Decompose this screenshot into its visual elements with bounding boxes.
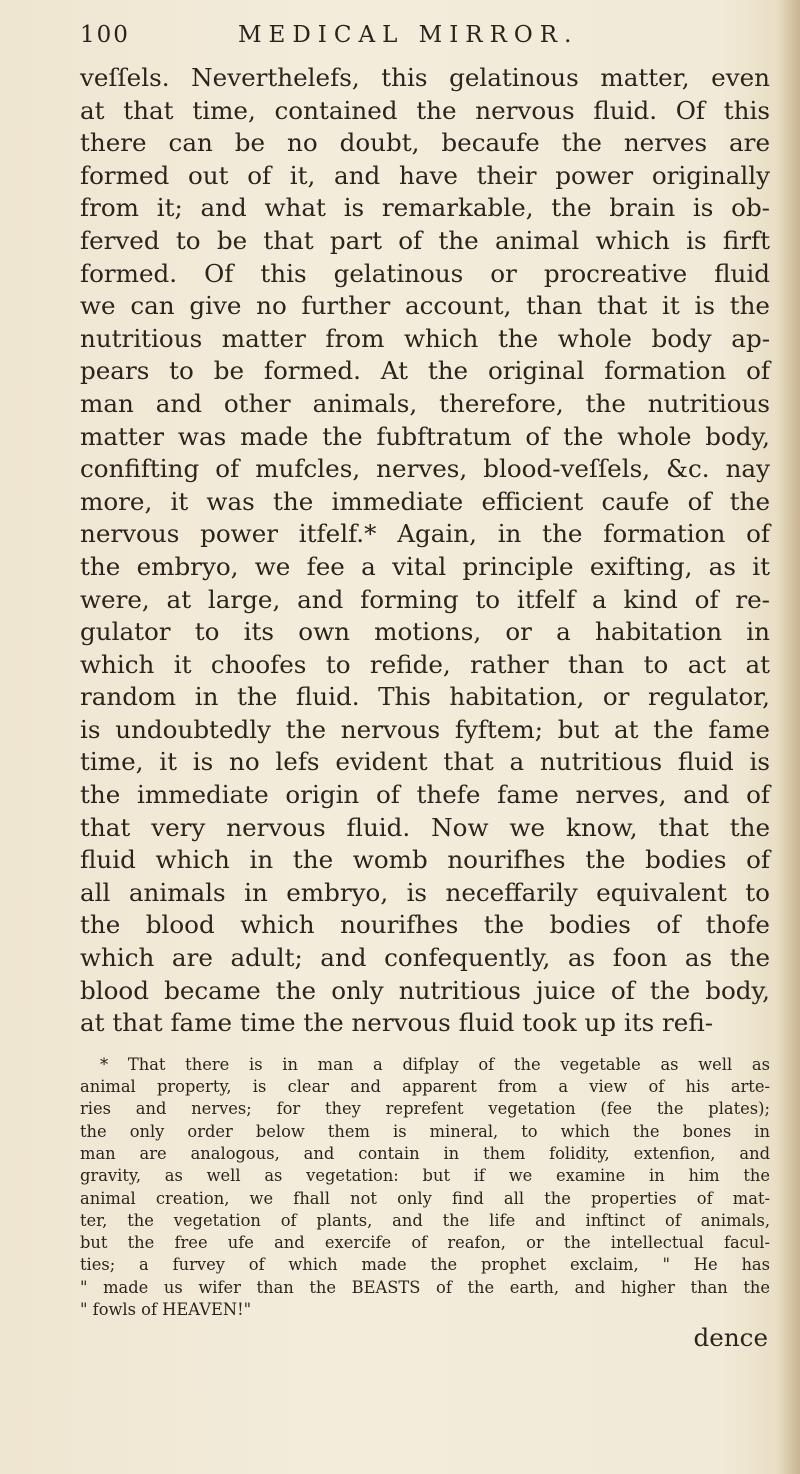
footnote-line: animal creation, we fhall not only find all the properties of mat- — [80, 1188, 770, 1208]
text-line: is undoubtedly the nervous fyftem; but at the fame — [80, 714, 770, 744]
text-line: pears to be formed. At the original formation of — [80, 356, 770, 386]
text-line: man and other animals, therefore, the nutritious — [80, 388, 770, 418]
text-line: the blood which nourifhes the bodies of thofe — [80, 910, 770, 940]
text-line: we can give no further account, than that it is the — [80, 291, 770, 321]
text-line: confifting of mufcles, nerves, blood-veſſels, &c. nay — [80, 454, 770, 484]
text-line: there can be no doubt, becaufe the nerves are — [80, 128, 770, 158]
text-line: blood became the only nutritious juice of the body, — [80, 975, 770, 1005]
footnote-line: " made us wifer than the BEASTS of the earth, and higher than the — [80, 1277, 770, 1297]
footnote — [80, 1054, 770, 1322]
text-line: at that fame time the nervous fluid took up its refi- — [80, 1008, 714, 1038]
footnote-line: gravity, as well as vegetation: but if we examine in him the — [80, 1166, 770, 1186]
footnote-line: ries and nerves; for they reprefent vegetation (fee the plates); — [80, 1099, 770, 1119]
running-head — [80, 22, 770, 58]
text-line: which are adult; and confequently, as foon as the — [80, 943, 770, 973]
text-line: that very nervous fluid. Now we know, that the — [80, 812, 770, 842]
running-title: MEDICAL MIRROR. — [238, 22, 579, 48]
text-line: ferved to be that part of the animal which is firft — [80, 225, 770, 255]
text-line: formed. Of this gelatinous or procreative fluid — [80, 258, 770, 288]
text-line: gulator to its own motions, or a habitation in — [80, 617, 770, 647]
text-line: fluid which in the womb nourifhes the bodies of — [80, 845, 770, 875]
text-line: nutritious matter from which the whole body ap- — [80, 323, 770, 353]
text-line: all animals in embryo, is neceffarily equivalent to — [80, 877, 770, 907]
catchword: dence — [693, 1323, 768, 1353]
text-line: nervous power itfelf.* Again, in the formation of — [80, 519, 770, 549]
text-line: veſſels. Neverthelefs, this gelatinous matter, even — [80, 63, 770, 92]
text-line: the embryo, we fee a vital principle exifting, as it — [80, 551, 770, 581]
text-line: time, it is no lefs evident that a nutritious fluid is — [80, 747, 770, 777]
text-line: more, it was the immediate efficient caufe of the — [80, 486, 770, 516]
text-line: at that time, contained the nervous fluid. Of this — [80, 95, 770, 125]
footnote-line: but the free ufe and exercife of reafon, or the intellectual facul- — [80, 1233, 770, 1253]
text-line: the immediate origin of thefe fame nerves, and of — [80, 780, 770, 810]
page-edge-shadow — [778, 0, 800, 1474]
text-line: formed out of it, and have their power originally — [80, 160, 770, 190]
footnote-line: man are analogous, and contain in them folidity, extenfion, and — [80, 1144, 770, 1163]
text-line: random in the fluid. This habitation, or regulator, — [80, 682, 770, 712]
page-number: 100 — [80, 22, 130, 48]
footnote-line: " fowls of HEAVEN!" — [80, 1300, 252, 1320]
footnote-line: ties; a furvey of which made the prophet exclaim, " He has — [80, 1255, 770, 1275]
text-line: matter was made the fubftratum of the whole body, — [80, 421, 770, 451]
footnote-line: the only order below them is mineral, to which the bones in — [80, 1121, 770, 1141]
footnote-line: ter, the vegetation of plants, and the life and inftinct of animals, — [80, 1210, 770, 1230]
text-line: which it choofes to refide, rather than to act at — [80, 649, 770, 679]
footnote-line: * That there is in man a difplay of the vegetable as well as — [100, 1054, 770, 1074]
main-text — [80, 62, 770, 1040]
text-line: from it; and what is remarkable, the brain is ob- — [80, 193, 770, 223]
text-line: were, at large, and forming to itfelf a kind of re- — [80, 584, 770, 614]
footnote-line: animal property, is clear and apparent from a view of his arte- — [80, 1077, 770, 1097]
